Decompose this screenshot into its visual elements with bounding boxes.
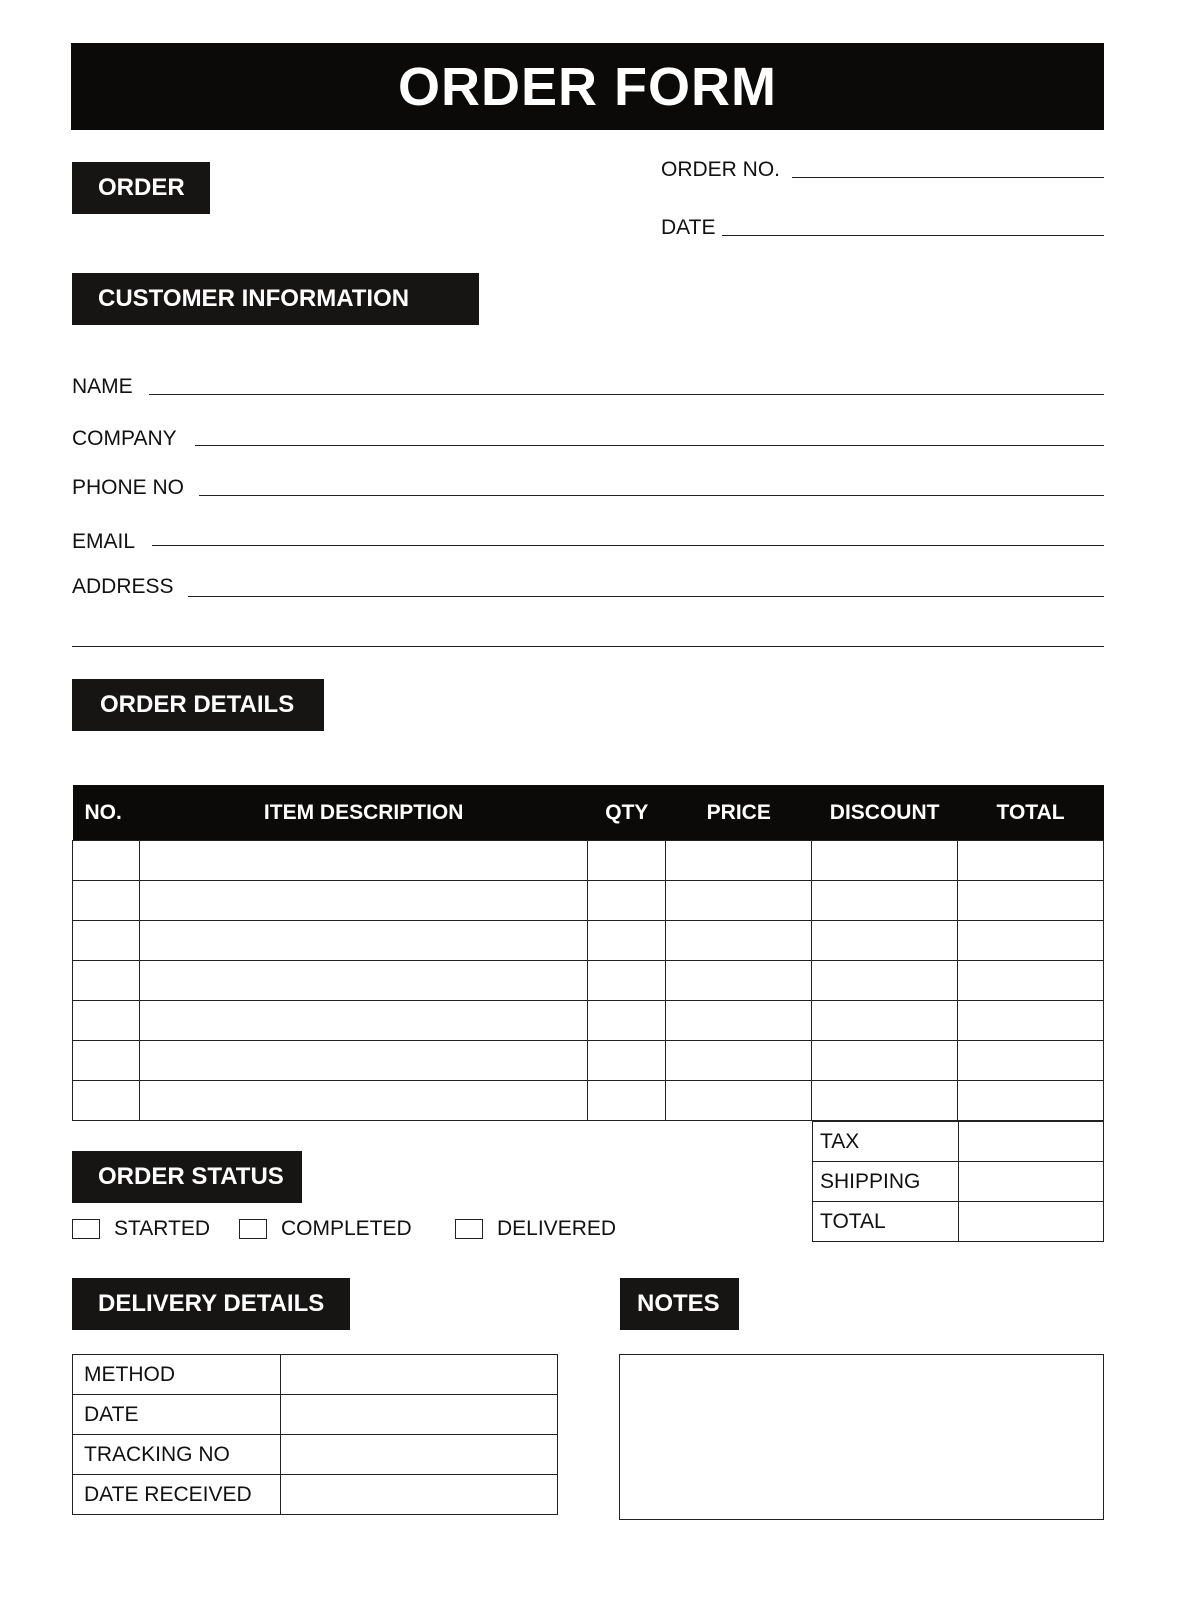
delivered-label: DELIVERED: [497, 1217, 617, 1240]
summary-row-total: [813, 1202, 1104, 1242]
name-field[interactable]: [149, 394, 1104, 395]
col-discount: DISCOUNT: [812, 785, 958, 841]
summary-row-tax: [813, 1122, 1104, 1162]
total-cell[interactable]: [958, 1081, 1104, 1121]
started-checkbox[interactable]: [72, 1219, 100, 1239]
total-cell[interactable]: [958, 881, 1104, 921]
qty-cell[interactable]: [588, 921, 666, 961]
discount-cell[interactable]: [812, 1001, 958, 1041]
price-cell[interactable]: [666, 961, 812, 1001]
phone-label: PHONE NO: [72, 476, 185, 499]
item-description-cell[interactable]: [139, 881, 587, 921]
order-no-field[interactable]: [792, 177, 1104, 178]
no-cell[interactable]: [73, 921, 140, 961]
address-field[interactable]: [188, 596, 1104, 597]
summary-row-shipping: [813, 1162, 1104, 1202]
email-field[interactable]: [152, 545, 1104, 546]
notes-box[interactable]: [619, 1354, 1104, 1520]
table-row: [73, 1081, 1104, 1121]
no-cell[interactable]: [73, 1001, 140, 1041]
qty-cell[interactable]: [588, 961, 666, 1001]
price-cell[interactable]: [666, 881, 812, 921]
discount-cell[interactable]: [812, 841, 958, 881]
customer-info-tag: CUSTOMER INFORMATION: [72, 273, 479, 325]
price-cell[interactable]: [666, 841, 812, 881]
tax-label: TAX: [813, 1122, 959, 1162]
date-label: DATE: [661, 216, 716, 239]
total-cell[interactable]: [958, 841, 1104, 881]
form-title: ORDER FORM: [71, 43, 1104, 130]
qty-cell[interactable]: [588, 1081, 666, 1121]
table-row: [73, 1041, 1104, 1081]
price-cell[interactable]: [666, 1081, 812, 1121]
qty-cell[interactable]: [588, 1001, 666, 1041]
total-cell[interactable]: [958, 1001, 1104, 1041]
status-completed[interactable]: [239, 1217, 412, 1241]
grand-total-value-cell[interactable]: [958, 1202, 1103, 1242]
date-received-label: DATE RECEIVED: [73, 1475, 281, 1515]
table-header-row: [73, 785, 1104, 841]
col-no: NO.: [73, 785, 140, 841]
table-row: [73, 1001, 1104, 1041]
total-cell[interactable]: [958, 1041, 1104, 1081]
method-label: METHOD: [73, 1355, 281, 1395]
delivered-checkbox[interactable]: [455, 1219, 483, 1239]
delivery-row: [73, 1355, 558, 1395]
item-description-cell[interactable]: [139, 921, 587, 961]
discount-cell[interactable]: [812, 921, 958, 961]
price-cell[interactable]: [666, 1041, 812, 1081]
started-label: STARTED: [114, 1217, 211, 1240]
discount-cell[interactable]: [812, 881, 958, 921]
discount-cell[interactable]: [812, 1081, 958, 1121]
table-row: [73, 841, 1104, 881]
delivery-details-tag: DELIVERY DETAILS: [72, 1278, 350, 1330]
table-row: [73, 961, 1104, 1001]
notes-tag: NOTES: [620, 1278, 739, 1330]
item-description-cell[interactable]: [139, 841, 587, 881]
price-cell[interactable]: [666, 921, 812, 961]
item-description-cell[interactable]: [139, 1081, 587, 1121]
method-value-cell[interactable]: [280, 1355, 557, 1395]
completed-label: COMPLETED: [281, 1217, 412, 1240]
delivery-row: [73, 1475, 558, 1515]
delivery-date-label: DATE: [73, 1395, 281, 1435]
item-description-cell[interactable]: [139, 1041, 587, 1081]
company-field[interactable]: [195, 445, 1104, 446]
discount-cell[interactable]: [812, 961, 958, 1001]
delivery-date-value-cell[interactable]: [280, 1395, 557, 1435]
col-item-description: ITEM DESCRIPTION: [139, 785, 587, 841]
grand-total-label: TOTAL: [813, 1202, 959, 1242]
qty-cell[interactable]: [588, 841, 666, 881]
status-started[interactable]: [72, 1217, 210, 1241]
no-cell[interactable]: [73, 881, 140, 921]
delivery-table: [72, 1354, 558, 1515]
phone-field[interactable]: [199, 495, 1104, 496]
tracking-no-label: TRACKING NO: [73, 1435, 281, 1475]
item-description-cell[interactable]: [139, 961, 587, 1001]
qty-cell[interactable]: [588, 1041, 666, 1081]
address-label: ADDRESS: [72, 575, 174, 598]
tracking-no-value-cell[interactable]: [280, 1435, 557, 1475]
completed-checkbox[interactable]: [239, 1219, 267, 1239]
order-section-tag: ORDER: [72, 162, 210, 214]
no-cell[interactable]: [73, 961, 140, 1001]
email-label: EMAIL: [72, 530, 136, 553]
date-received-value-cell[interactable]: [280, 1475, 557, 1515]
price-cell[interactable]: [666, 1001, 812, 1041]
no-cell[interactable]: [73, 1041, 140, 1081]
table-row: [73, 921, 1104, 961]
company-label: COMPANY: [72, 427, 177, 450]
order-items-table: [72, 785, 1104, 1121]
qty-cell[interactable]: [588, 881, 666, 921]
status-delivered[interactable]: [455, 1217, 616, 1241]
col-total: TOTAL: [958, 785, 1104, 841]
total-cell[interactable]: [958, 921, 1104, 961]
no-cell[interactable]: [73, 841, 140, 881]
name-label: NAME: [72, 375, 133, 398]
total-cell[interactable]: [958, 961, 1104, 1001]
item-description-cell[interactable]: [139, 1001, 587, 1041]
table-row: [73, 881, 1104, 921]
order-status-tag: ORDER STATUS: [72, 1151, 302, 1203]
discount-cell[interactable]: [812, 1041, 958, 1081]
col-price: PRICE: [666, 785, 812, 841]
no-cell[interactable]: [73, 1081, 140, 1121]
col-qty: QTY: [588, 785, 666, 841]
summary-table: [812, 1121, 1104, 1242]
tax-value-cell[interactable]: [958, 1122, 1103, 1162]
delivery-row: [73, 1395, 558, 1435]
address-field-line-2[interactable]: [72, 646, 1104, 647]
shipping-value-cell[interactable]: [958, 1162, 1103, 1202]
date-field[interactable]: [722, 235, 1104, 236]
shipping-label: SHIPPING: [813, 1162, 959, 1202]
delivery-row: [73, 1435, 558, 1475]
order-details-tag: ORDER DETAILS: [72, 679, 324, 731]
order-no-label: ORDER NO.: [661, 158, 781, 181]
